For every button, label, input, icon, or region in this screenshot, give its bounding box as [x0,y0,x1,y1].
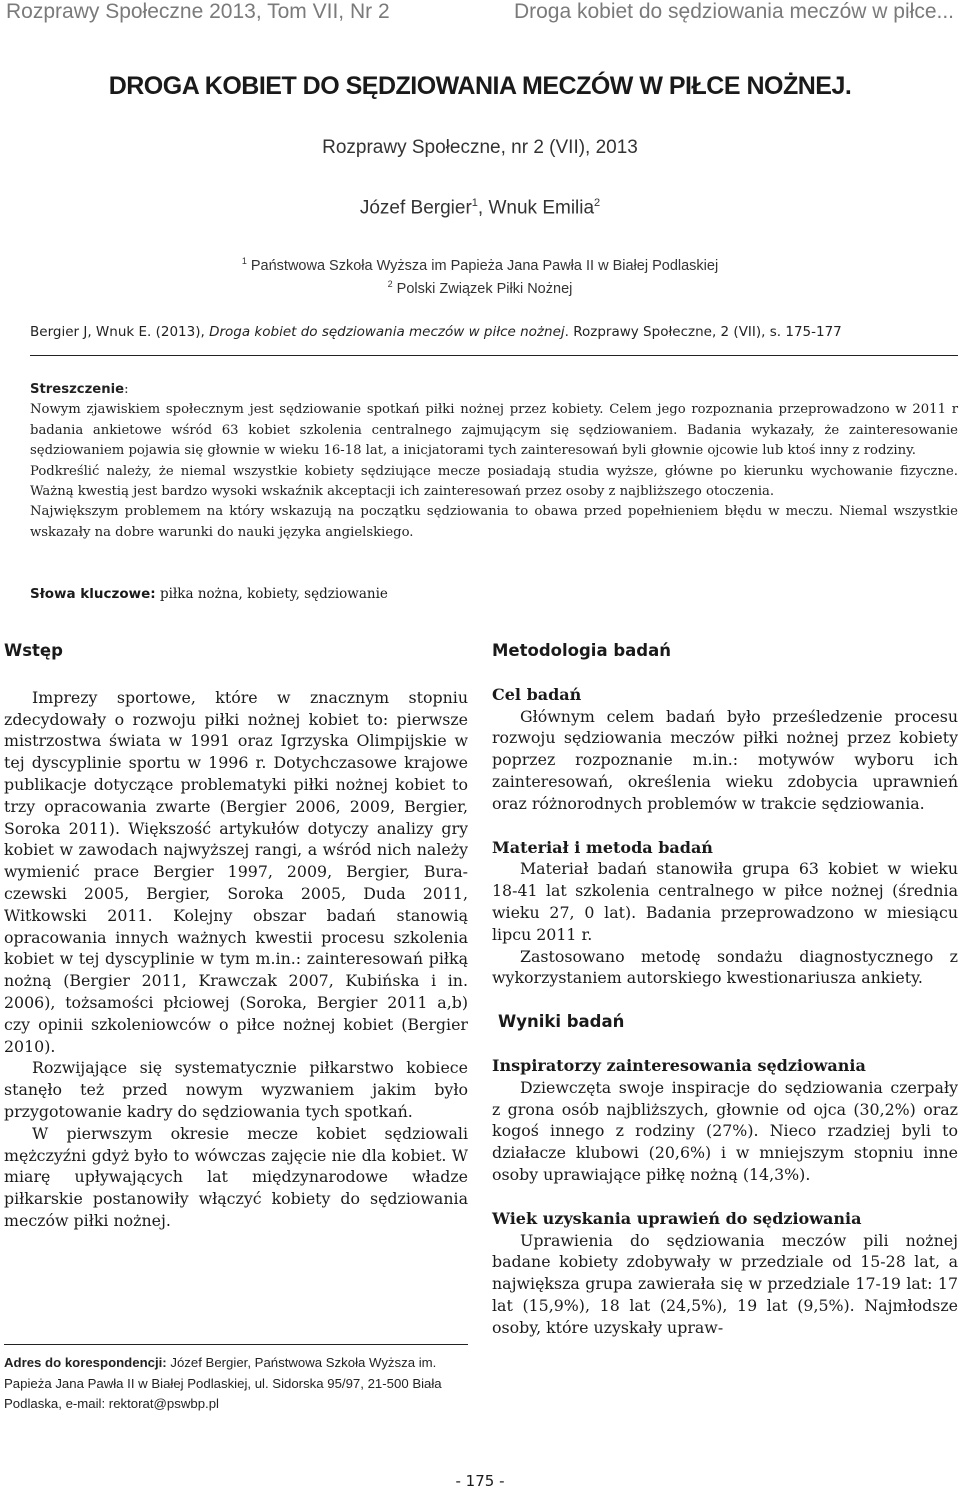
subsection-inspirers: Inspiratorzy zainteresowania sędziowania [492,1055,866,1075]
correspondence-text: Józef Bergier, Państwowa Szkoła Wyższa im. Papieża Jana Pawła II w Białej Podlaskiej, ul. Sidorska 95/97, 21-500 Biała Podlaska, e-mail: rektorat@pswbp.pl [4,1355,442,1411]
section-heading-methodology: Metodologia badań [492,641,671,660]
citation-pre: Bergier J, Wnuk E. (2013), [30,324,210,340]
keywords-text: piłka nożna, kobiety, sędziowanie [155,586,388,602]
section-heading-results: Wyniki badań [498,1012,625,1032]
author-2-sup: 2 [594,197,601,209]
right-column [492,640,958,1339]
citation [30,324,950,340]
material-paragraph-1: Materiał badań stanowiła grupa 63 kobiet w wieku 18-41 lat szkolenia centralnego w piłce nożnej (średnia wieku 27, 0 lat). Badania przeprowadzono w miesiącu lipcu 2011 r. [492,859,958,944]
subsection-age: Wiek uzyskania uprawień do sędziowania [492,1208,862,1228]
abstract-paragraph-1: Nowym zjawiskiem społecznym jest sędziowanie spotkań piłki nożnej przez kobiety. Celem jego rozpoznania przeprowadzono w 2011 r badania ankietowe wśród 63 kobiet szkolenia centralnego zajmującym się sędziowaniem. Badania wykazały, że zainteresowanie sędziowaniem pojawia się głownie w wieku 16-18 lat, a inicjatorami tych zainteresowań byli głownie ojcowie lub ktoś inny z rodziny. [30,402,958,459]
running-header [0,0,960,30]
affiliation-2-sup: 2 [387,279,393,289]
aim-paragraph: Głównym celem badań było prześledzenie procesu rozwoju sędziowania meczów piłki nożnej przez kobiety poprzez rozpoznanie m.in.: motywów wyboru ich zainteresowań, określenia wieku zdobycia uprawnień oraz różnorodnych problemów w trakcie sędziowania. [492,706,958,813]
affiliation-1-sup: 1 [241,256,247,266]
intro-paragraph-2: Rozwijające się systematycznie piłkarstwo kobiece stanęło też przed nowym wyzwaniem jakim było przygotowanie kadry do sędziowania tych spotkań. [4,1058,468,1121]
age-paragraph: Uprawienia do sędziowania meczów pili nożnej badane kobiety zdobywały w przedziale od 15-28 lat, a największa grupa zawierała się w przedziale 17-19 lat: 17 lat (15,9%), 18 lat (24,5%), 19 lat (9,5%). Najmłodsze osoby, które uzyskały upraw- [492,1230,958,1337]
keywords [30,586,958,602]
correspondence [4,1353,468,1415]
material-paragraph-2: Zastosowano metodę sondażu diagnostycznego z wykorzystaniem autorskiego kwestionariusza ankiety. [492,946,958,988]
header-divider [30,355,958,356]
citation-title: Droga kobiet do sędziowania meczów w piłce nożnej [209,324,565,340]
subsection-aim: Cel badań [492,684,582,704]
article-title: DROGA KOBIET DO SĘDZIOWANIA MECZÓW W PIŁCE NOŻNEJ. [108,72,852,100]
intro-paragraph-1: Imprezy sportowe, które w znacznym stopniu zdecydowały o rozwoju piłki nożnej kobiet to: pierwsze mistrzostwa świata w 1991 oraz Igrzyska Olimpijskie w tej dyscyplinie sportu w 1996 r. Dotychczasowe krajowe publikacje dotyczące problematyki piłki nożnej kobiet to trzy opracowania zwarte (Bergier 2006, 2009, Bergier, Soroka 2011). Większość artykułów dotyczy analizy gry kobiet w zawodach najwyższej rangi, a wśród nich należy wymienić prace Bergier 1997, 2009, Bergier, Buraczewski 2005, Bergier, Soroka 2005, Duda 2011, Witkowski 2011. Kolejny obszar badań stanowią opracowania innych ważnych kwestii procesu szkolenia kobiet w tej dyscyplinie w tym m.in.: zainteresowań piłką nożną (Bergier 2011, Krawczak 2007, Kubińska i in. 2006), tożsamości płciowej (Soroka, Bergier 2011 a,b) czy opinii szkoleniowców o piłce nożnej kobiet (Bergier 2010). [4,687,468,1056]
abstract [30,380,958,543]
inspirers-paragraph: Dziewczęta swoje inspiracje do sędziowania czerpały z grona osób najbliższych, głownie od ojca (30,2%) oraz kogoś innego z rodziny (27%). Nieco rzadziej byli to działacze klubowi (20,6%) i w mniejszym stopniu inne osoby uprawiające piłkę nożną (14,3%). [492,1077,958,1184]
authors [0,197,960,219]
keywords-label: Słowa kluczowe: [30,586,156,602]
abstract-label: Streszczenie [30,382,125,397]
affiliation-1-text: Państwowa Szkoła Wyższa im Papieża Jana Pawła II w Białej Podlaskiej [246,257,719,274]
abstract-colon: : [124,382,129,397]
correspondence-divider [4,1344,468,1345]
abstract-paragraph-2: Podkreślić należy, że niemal wszystkie kobiety sędziujące mecze posiadają studia wyższe, główne po kierunku wychowanie fizyczne. Ważną kwestią jest bardzo wysoki wskaźnik akceptacji ich zainteresowań przez osoby z najbliższego otoczenia. [30,463,958,500]
author-separator: , [477,197,489,219]
left-column [4,640,468,1232]
journal-line: Rozprawy Społeczne, nr 2 (VII), 2013 [322,137,638,158]
correspondence-label: Adres do korespondencji: [4,1355,167,1370]
section-heading-intro: Wstęp [4,641,63,660]
running-header-left: Rozprawy Społeczne 2013, Tom VII, Nr 2 [6,0,390,23]
intro-paragraph-3: W pierwszym okresie mecze kobiet sędziowali mężczyźni gdyż było to wówczas zajęcie nie dla kobiet. W miarę upływających lat międzynarodowe władze piłkarskie postanowiły włączyć kobiety do sędziowania meczów piłki nożnej. [4,1123,468,1230]
author-1: Józef Bergier [359,197,472,219]
affiliation-2-text: Polski Związek Piłki Nożnej [392,280,573,297]
abstract-heading [30,380,958,400]
affiliation-2 [0,279,960,297]
abstract-paragraph-3: Największym problemem na który wskazują na początku sędziowania to obawa przed popełnieniem błędu w meczu. Niemal wszystkie wskazały na dobre warunki do nauki języka angielskiego. [30,504,958,540]
citation-post: . Rozprawy Społeczne, 2 (VII), s. 175-177 [564,324,842,340]
author-1-sup: 1 [471,197,478,209]
running-header-right: Droga kobiet do sędziowania meczów w piłce... [513,0,954,23]
affiliation-1 [0,256,960,274]
page-number: - 175 - [455,1472,505,1490]
subsection-material: Materiał i metoda badań [492,837,713,857]
author-2: Wnuk Emilia [488,197,595,219]
